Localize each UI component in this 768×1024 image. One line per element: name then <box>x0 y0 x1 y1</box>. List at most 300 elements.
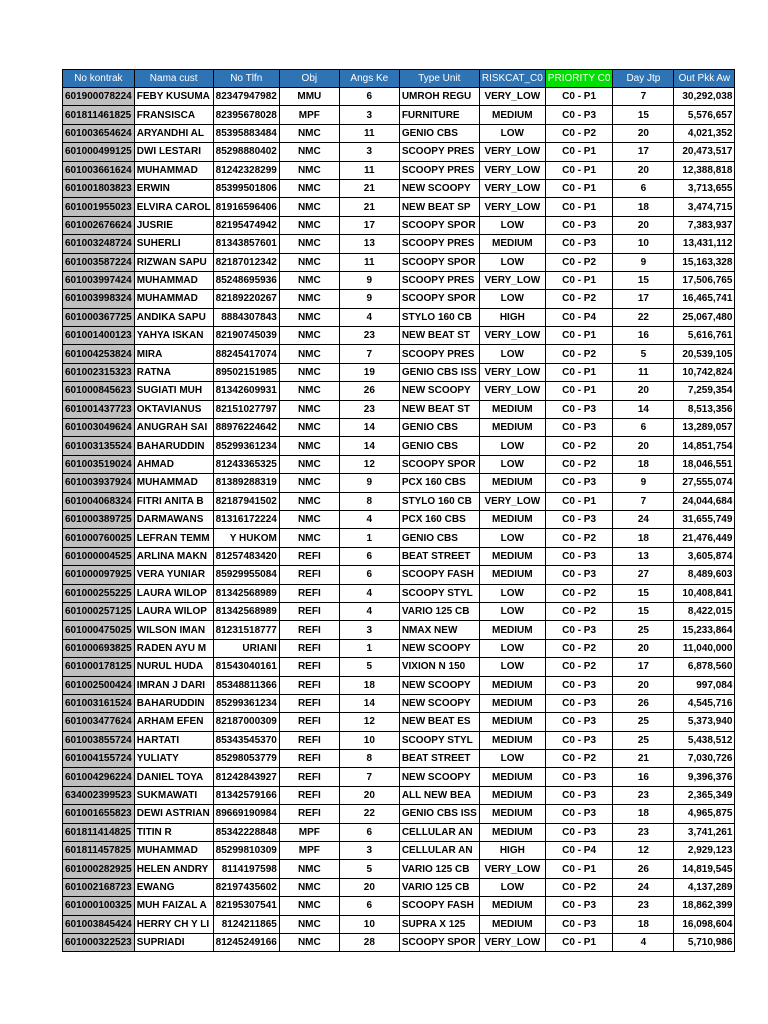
cell-out-pkk-aw[interactable]: 5,710,986 <box>674 933 735 951</box>
cell-obj[interactable]: NMC <box>279 474 339 492</box>
cell-nama-cust[interactable]: LAURA WILOP <box>134 602 213 620</box>
cell-type-unit[interactable]: SCOOPY PRES <box>399 143 479 161</box>
cell-angs-ke[interactable]: 3 <box>339 621 399 639</box>
cell-nama-cust[interactable]: TITIN R <box>134 823 213 841</box>
cell-day-jtp[interactable]: 20 <box>613 216 674 234</box>
cell-angs-ke[interactable]: 6 <box>339 88 399 106</box>
cell-no-kontrak[interactable]: 601002315323 <box>63 363 135 381</box>
cell-priority[interactable]: C0 - P1 <box>545 179 613 197</box>
cell-no-tlfn[interactable]: Y HUKOM <box>213 529 279 547</box>
cell-type-unit[interactable]: SUPRA X 125 <box>399 915 479 933</box>
cell-type-unit[interactable]: SCOOPY SPOR <box>399 455 479 473</box>
cell-no-kontrak[interactable]: 601000475025 <box>63 621 135 639</box>
cell-riskcat[interactable]: MEDIUM <box>479 106 545 124</box>
cell-obj[interactable]: NMC <box>279 382 339 400</box>
cell-no-kontrak[interactable]: 601003855724 <box>63 731 135 749</box>
cell-no-kontrak[interactable]: 601000097925 <box>63 566 135 584</box>
cell-no-kontrak[interactable]: 601003587224 <box>63 253 135 271</box>
cell-day-jtp[interactable]: 18 <box>613 198 674 216</box>
cell-priority[interactable]: C0 - P2 <box>545 253 613 271</box>
cell-angs-ke[interactable]: 9 <box>339 290 399 308</box>
cell-day-jtp[interactable]: 18 <box>613 915 674 933</box>
cell-angs-ke[interactable]: 4 <box>339 602 399 620</box>
cell-riskcat[interactable]: MEDIUM <box>479 419 545 437</box>
cell-riskcat[interactable]: MEDIUM <box>479 547 545 565</box>
cell-out-pkk-aw[interactable]: 5,616,761 <box>674 327 735 345</box>
cell-priority[interactable]: C0 - P2 <box>545 584 613 602</box>
cell-nama-cust[interactable]: MIRA <box>134 345 213 363</box>
cell-no-tlfn[interactable]: 85929955084 <box>213 566 279 584</box>
cell-day-jtp[interactable]: 20 <box>613 676 674 694</box>
cell-angs-ke[interactable]: 12 <box>339 455 399 473</box>
cell-riskcat[interactable]: LOW <box>479 345 545 363</box>
cell-obj[interactable]: REFI <box>279 786 339 804</box>
cell-out-pkk-aw[interactable]: 2,365,349 <box>674 786 735 804</box>
cell-out-pkk-aw[interactable]: 3,474,715 <box>674 198 735 216</box>
cell-riskcat[interactable]: MEDIUM <box>479 510 545 528</box>
cell-nama-cust[interactable]: DEWI ASTRIAN <box>134 805 213 823</box>
cell-angs-ke[interactable]: 23 <box>339 327 399 345</box>
cell-no-tlfn[interactable]: 85395883484 <box>213 124 279 142</box>
cell-day-jtp[interactable]: 6 <box>613 179 674 197</box>
cell-nama-cust[interactable]: MUHAMMAD <box>134 474 213 492</box>
cell-nama-cust[interactable]: DWI LESTARI <box>134 143 213 161</box>
cell-out-pkk-aw[interactable]: 9,396,376 <box>674 768 735 786</box>
cell-obj[interactable]: REFI <box>279 584 339 602</box>
cell-nama-cust[interactable]: AHMAD <box>134 455 213 473</box>
cell-out-pkk-aw[interactable]: 4,021,352 <box>674 124 735 142</box>
cell-out-pkk-aw[interactable]: 16,098,604 <box>674 915 735 933</box>
cell-type-unit[interactable]: SCOOPY SPOR <box>399 290 479 308</box>
cell-obj[interactable]: NMC <box>279 437 339 455</box>
cell-no-kontrak[interactable]: 601811461825 <box>63 106 135 124</box>
cell-day-jtp[interactable]: 7 <box>613 88 674 106</box>
cell-angs-ke[interactable]: 14 <box>339 437 399 455</box>
cell-nama-cust[interactable]: EWANG <box>134 878 213 896</box>
cell-riskcat[interactable]: VERY_LOW <box>479 492 545 510</box>
cell-out-pkk-aw[interactable]: 21,476,449 <box>674 529 735 547</box>
cell-no-tlfn[interactable]: 81342568989 <box>213 602 279 620</box>
cell-nama-cust[interactable]: ERWIN <box>134 179 213 197</box>
cell-out-pkk-aw[interactable]: 3,713,655 <box>674 179 735 197</box>
cell-type-unit[interactable]: NEW SCOOPY <box>399 382 479 400</box>
cell-day-jtp[interactable]: 17 <box>613 143 674 161</box>
cell-priority[interactable]: C0 - P2 <box>545 290 613 308</box>
cell-angs-ke[interactable]: 3 <box>339 842 399 860</box>
cell-day-jtp[interactable]: 25 <box>613 621 674 639</box>
cell-nama-cust[interactable]: MUHAMMAD <box>134 161 213 179</box>
cell-nama-cust[interactable]: BAHARUDDIN <box>134 437 213 455</box>
cell-no-tlfn[interactable]: 81245249166 <box>213 933 279 951</box>
cell-riskcat[interactable]: HIGH <box>479 842 545 860</box>
cell-riskcat[interactable]: VERY_LOW <box>479 860 545 878</box>
cell-day-jtp[interactable]: 13 <box>613 547 674 565</box>
cell-day-jtp[interactable]: 9 <box>613 253 674 271</box>
cell-riskcat[interactable]: LOW <box>479 750 545 768</box>
cell-angs-ke[interactable]: 6 <box>339 897 399 915</box>
cell-no-kontrak[interactable]: 601000257125 <box>63 602 135 620</box>
cell-obj[interactable]: MPF <box>279 106 339 124</box>
cell-no-kontrak[interactable]: 601002676624 <box>63 216 135 234</box>
cell-obj[interactable]: REFI <box>279 805 339 823</box>
cell-out-pkk-aw[interactable]: 8,489,603 <box>674 566 735 584</box>
cell-riskcat[interactable]: MEDIUM <box>479 694 545 712</box>
cell-out-pkk-aw[interactable]: 8,513,356 <box>674 400 735 418</box>
cell-no-tlfn[interactable]: 81342568989 <box>213 584 279 602</box>
cell-out-pkk-aw[interactable]: 14,851,754 <box>674 437 735 455</box>
cell-out-pkk-aw[interactable]: 7,259,354 <box>674 382 735 400</box>
cell-obj[interactable]: NMC <box>279 933 339 951</box>
cell-out-pkk-aw[interactable]: 10,408,841 <box>674 584 735 602</box>
cell-type-unit[interactable]: BEAT STREET <box>399 547 479 565</box>
cell-riskcat[interactable]: LOW <box>479 658 545 676</box>
cell-obj[interactable]: NMC <box>279 878 339 896</box>
cell-no-kontrak[interactable]: 601000100325 <box>63 897 135 915</box>
cell-out-pkk-aw[interactable]: 5,576,657 <box>674 106 735 124</box>
cell-obj[interactable]: NMC <box>279 363 339 381</box>
cell-priority[interactable]: C0 - P3 <box>545 694 613 712</box>
cell-riskcat[interactable]: MEDIUM <box>479 235 545 253</box>
cell-angs-ke[interactable]: 13 <box>339 235 399 253</box>
cell-out-pkk-aw[interactable]: 10,742,824 <box>674 363 735 381</box>
cell-obj[interactable]: NMC <box>279 253 339 271</box>
cell-no-kontrak[interactable]: 601003997424 <box>63 271 135 289</box>
cell-angs-ke[interactable]: 7 <box>339 768 399 786</box>
cell-no-kontrak[interactable]: 601001655823 <box>63 805 135 823</box>
cell-nama-cust[interactable]: WILSON IMAN <box>134 621 213 639</box>
cell-no-tlfn[interactable]: 8114197598 <box>213 860 279 878</box>
cell-out-pkk-aw[interactable]: 4,137,289 <box>674 878 735 896</box>
cell-nama-cust[interactable]: SUKMAWATI <box>134 786 213 804</box>
cell-no-tlfn[interactable]: 81242843927 <box>213 768 279 786</box>
cell-riskcat[interactable]: LOW <box>479 124 545 142</box>
cell-type-unit[interactable]: STYLO 160 CB <box>399 492 479 510</box>
cell-day-jtp[interactable]: 17 <box>613 290 674 308</box>
cell-day-jtp[interactable]: 14 <box>613 400 674 418</box>
header-no-kontrak[interactable]: No kontrak <box>63 70 135 88</box>
cell-day-jtp[interactable]: 17 <box>613 658 674 676</box>
cell-no-kontrak[interactable]: 601003135524 <box>63 437 135 455</box>
cell-riskcat[interactable]: MEDIUM <box>479 474 545 492</box>
cell-no-tlfn[interactable]: 88976224642 <box>213 419 279 437</box>
cell-angs-ke[interactable]: 12 <box>339 713 399 731</box>
cell-no-tlfn[interactable]: 81342609931 <box>213 382 279 400</box>
cell-riskcat[interactable]: VERY_LOW <box>479 179 545 197</box>
cell-no-kontrak[interactable]: 601000845623 <box>63 382 135 400</box>
cell-angs-ke[interactable]: 10 <box>339 731 399 749</box>
cell-angs-ke[interactable]: 4 <box>339 510 399 528</box>
cell-riskcat[interactable]: VERY_LOW <box>479 88 545 106</box>
cell-riskcat[interactable]: MEDIUM <box>479 713 545 731</box>
cell-no-tlfn[interactable]: 81343857601 <box>213 235 279 253</box>
cell-type-unit[interactable]: GENIO CBS <box>399 419 479 437</box>
cell-angs-ke[interactable]: 28 <box>339 933 399 951</box>
cell-no-kontrak[interactable]: 601000322523 <box>63 933 135 951</box>
cell-riskcat[interactable]: MEDIUM <box>479 731 545 749</box>
cell-riskcat[interactable]: VERY_LOW <box>479 198 545 216</box>
cell-out-pkk-aw[interactable]: 14,819,545 <box>674 860 735 878</box>
cell-no-tlfn[interactable]: 82395678028 <box>213 106 279 124</box>
cell-obj[interactable]: NMC <box>279 216 339 234</box>
cell-obj[interactable]: REFI <box>279 731 339 749</box>
cell-type-unit[interactable]: NEW SCOOPY <box>399 676 479 694</box>
cell-nama-cust[interactable]: HARTATI <box>134 731 213 749</box>
cell-obj[interactable]: REFI <box>279 750 339 768</box>
cell-day-jtp[interactable]: 4 <box>613 933 674 951</box>
cell-priority[interactable]: C0 - P3 <box>545 768 613 786</box>
header-riskcat[interactable]: RISKCAT_C0 <box>479 70 545 88</box>
cell-no-kontrak[interactable]: 601003937924 <box>63 474 135 492</box>
cell-riskcat[interactable]: LOW <box>479 216 545 234</box>
cell-nama-cust[interactable]: ANDIKA SAPU <box>134 308 213 326</box>
header-priority[interactable]: PRIORITY C0 <box>545 70 613 88</box>
cell-riskcat[interactable]: LOW <box>479 253 545 271</box>
cell-riskcat[interactable]: MEDIUM <box>479 915 545 933</box>
cell-riskcat[interactable]: LOW <box>479 878 545 896</box>
cell-out-pkk-aw[interactable]: 27,555,074 <box>674 474 735 492</box>
cell-type-unit[interactable]: NEW SCOOPY <box>399 694 479 712</box>
cell-nama-cust[interactable]: SUGIATI MUH <box>134 382 213 400</box>
cell-day-jtp[interactable]: 20 <box>613 124 674 142</box>
cell-out-pkk-aw[interactable]: 24,044,684 <box>674 492 735 510</box>
cell-angs-ke[interactable]: 8 <box>339 492 399 510</box>
cell-day-jtp[interactable]: 23 <box>613 823 674 841</box>
cell-nama-cust[interactable]: MUH FAIZAL A <box>134 897 213 915</box>
cell-obj[interactable]: NMC <box>279 510 339 528</box>
cell-priority[interactable]: C0 - P2 <box>545 878 613 896</box>
cell-no-kontrak[interactable]: 601000499125 <box>63 143 135 161</box>
cell-angs-ke[interactable]: 4 <box>339 308 399 326</box>
cell-day-jtp[interactable]: 15 <box>613 106 674 124</box>
cell-nama-cust[interactable]: ARLINA MAKN <box>134 547 213 565</box>
cell-angs-ke[interactable]: 6 <box>339 547 399 565</box>
cell-out-pkk-aw[interactable]: 997,084 <box>674 676 735 694</box>
cell-type-unit[interactable]: GENIO CBS ISS <box>399 363 479 381</box>
cell-no-kontrak[interactable]: 601001437723 <box>63 400 135 418</box>
cell-nama-cust[interactable]: MUHAMMAD <box>134 271 213 289</box>
cell-no-tlfn[interactable]: 82187000309 <box>213 713 279 731</box>
cell-no-tlfn[interactable]: 85399501806 <box>213 179 279 197</box>
cell-out-pkk-aw[interactable]: 5,373,940 <box>674 713 735 731</box>
cell-riskcat[interactable]: VERY_LOW <box>479 161 545 179</box>
cell-angs-ke[interactable]: 11 <box>339 253 399 271</box>
cell-riskcat[interactable]: LOW <box>479 584 545 602</box>
cell-day-jtp[interactable]: 26 <box>613 694 674 712</box>
cell-riskcat[interactable]: VERY_LOW <box>479 382 545 400</box>
cell-obj[interactable]: REFI <box>279 658 339 676</box>
cell-angs-ke[interactable]: 5 <box>339 658 399 676</box>
cell-nama-cust[interactable]: VERA YUNIAR <box>134 566 213 584</box>
cell-obj[interactable]: NMC <box>279 308 339 326</box>
cell-priority[interactable]: C0 - P3 <box>545 786 613 804</box>
cell-out-pkk-aw[interactable]: 11,040,000 <box>674 639 735 657</box>
cell-type-unit[interactable]: NEW BEAT SP <box>399 198 479 216</box>
cell-out-pkk-aw[interactable]: 20,539,105 <box>674 345 735 363</box>
cell-priority[interactable]: C0 - P3 <box>545 915 613 933</box>
cell-no-tlfn[interactable]: 82195474942 <box>213 216 279 234</box>
cell-angs-ke[interactable]: 23 <box>339 400 399 418</box>
cell-no-kontrak[interactable]: 601000367725 <box>63 308 135 326</box>
cell-obj[interactable]: NMC <box>279 860 339 878</box>
header-no-tlfn[interactable]: No Tlfn <box>213 70 279 88</box>
cell-riskcat[interactable]: HIGH <box>479 308 545 326</box>
cell-type-unit[interactable]: CELLULAR AN <box>399 842 479 860</box>
cell-no-kontrak[interactable]: 601900078224 <box>63 88 135 106</box>
cell-out-pkk-aw[interactable]: 30,292,038 <box>674 88 735 106</box>
cell-day-jtp[interactable]: 23 <box>613 897 674 915</box>
cell-priority[interactable]: C0 - P2 <box>545 455 613 473</box>
cell-riskcat[interactable]: VERY_LOW <box>479 933 545 951</box>
cell-no-tlfn[interactable]: 85348811366 <box>213 676 279 694</box>
cell-nama-cust[interactable]: OKTAVIANUS <box>134 400 213 418</box>
cell-no-kontrak[interactable]: 601000282925 <box>63 860 135 878</box>
cell-obj[interactable]: NMC <box>279 271 339 289</box>
cell-no-kontrak[interactable]: 601003519024 <box>63 455 135 473</box>
cell-priority[interactable]: C0 - P2 <box>545 639 613 657</box>
cell-type-unit[interactable]: SCOOPY PRES <box>399 345 479 363</box>
cell-day-jtp[interactable]: 18 <box>613 805 674 823</box>
cell-day-jtp[interactable]: 27 <box>613 566 674 584</box>
cell-out-pkk-aw[interactable]: 20,473,517 <box>674 143 735 161</box>
cell-day-jtp[interactable]: 26 <box>613 860 674 878</box>
cell-priority[interactable]: C0 - P1 <box>545 271 613 289</box>
cell-no-tlfn[interactable]: 81257483420 <box>213 547 279 565</box>
cell-riskcat[interactable]: VERY_LOW <box>479 363 545 381</box>
cell-obj[interactable]: NMC <box>279 143 339 161</box>
cell-type-unit[interactable]: PCX 160 CBS <box>399 474 479 492</box>
cell-day-jtp[interactable]: 16 <box>613 327 674 345</box>
cell-out-pkk-aw[interactable]: 12,388,818 <box>674 161 735 179</box>
cell-nama-cust[interactable]: ARHAM EFEN <box>134 713 213 731</box>
cell-out-pkk-aw[interactable]: 25,067,480 <box>674 308 735 326</box>
cell-nama-cust[interactable]: BAHARUDDIN <box>134 694 213 712</box>
cell-priority[interactable]: C0 - P1 <box>545 933 613 951</box>
cell-day-jtp[interactable]: 15 <box>613 602 674 620</box>
cell-angs-ke[interactable]: 20 <box>339 786 399 804</box>
cell-angs-ke[interactable]: 18 <box>339 676 399 694</box>
cell-out-pkk-aw[interactable]: 8,422,015 <box>674 602 735 620</box>
cell-riskcat[interactable]: LOW <box>479 529 545 547</box>
cell-out-pkk-aw[interactable]: 2,929,123 <box>674 842 735 860</box>
cell-priority[interactable]: C0 - P3 <box>545 106 613 124</box>
cell-no-kontrak[interactable]: 601001955023 <box>63 198 135 216</box>
cell-riskcat[interactable]: MEDIUM <box>479 823 545 841</box>
cell-no-tlfn[interactable]: 85299361234 <box>213 437 279 455</box>
cell-priority[interactable]: C0 - P3 <box>545 419 613 437</box>
cell-type-unit[interactable]: SCOOPY PRES <box>399 235 479 253</box>
cell-nama-cust[interactable]: LAURA WILOP <box>134 584 213 602</box>
cell-no-tlfn[interactable]: 81316172224 <box>213 510 279 528</box>
cell-riskcat[interactable]: MEDIUM <box>479 676 545 694</box>
cell-obj[interactable]: REFI <box>279 547 339 565</box>
cell-riskcat[interactable]: MEDIUM <box>479 805 545 823</box>
cell-day-jtp[interactable]: 11 <box>613 363 674 381</box>
cell-priority[interactable]: C0 - P2 <box>545 529 613 547</box>
cell-nama-cust[interactable]: YULIATY <box>134 750 213 768</box>
cell-angs-ke[interactable]: 3 <box>339 143 399 161</box>
cell-no-tlfn[interactable]: 81389288319 <box>213 474 279 492</box>
cell-out-pkk-aw[interactable]: 3,605,874 <box>674 547 735 565</box>
cell-type-unit[interactable]: GENIO CBS <box>399 124 479 142</box>
cell-no-kontrak[interactable]: 601000178125 <box>63 658 135 676</box>
cell-obj[interactable]: REFI <box>279 621 339 639</box>
cell-day-jtp[interactable]: 25 <box>613 713 674 731</box>
cell-obj[interactable]: REFI <box>279 639 339 657</box>
cell-no-tlfn[interactable]: 88245417074 <box>213 345 279 363</box>
cell-obj[interactable]: REFI <box>279 694 339 712</box>
cell-type-unit[interactable]: NEW BEAT ST <box>399 327 479 345</box>
cell-priority[interactable]: C0 - P3 <box>545 621 613 639</box>
cell-obj[interactable]: REFI <box>279 713 339 731</box>
cell-day-jtp[interactable]: 20 <box>613 161 674 179</box>
cell-day-jtp[interactable]: 16 <box>613 768 674 786</box>
cell-priority[interactable]: C0 - P1 <box>545 860 613 878</box>
cell-nama-cust[interactable]: FRANSISCA <box>134 106 213 124</box>
cell-no-tlfn[interactable]: 81916596406 <box>213 198 279 216</box>
cell-angs-ke[interactable]: 14 <box>339 419 399 437</box>
cell-priority[interactable]: C0 - P2 <box>545 658 613 676</box>
cell-no-tlfn[interactable]: 82187941502 <box>213 492 279 510</box>
cell-out-pkk-aw[interactable]: 13,431,112 <box>674 235 735 253</box>
cell-priority[interactable]: C0 - P2 <box>545 750 613 768</box>
cell-no-kontrak[interactable]: 601001400123 <box>63 327 135 345</box>
cell-angs-ke[interactable]: 9 <box>339 271 399 289</box>
cell-priority[interactable]: C0 - P2 <box>545 345 613 363</box>
cell-obj[interactable]: NMC <box>279 400 339 418</box>
cell-no-tlfn[interactable]: 85298053779 <box>213 750 279 768</box>
cell-priority[interactable]: C0 - P1 <box>545 492 613 510</box>
cell-out-pkk-aw[interactable]: 16,465,741 <box>674 290 735 308</box>
cell-priority[interactable]: C0 - P1 <box>545 143 613 161</box>
cell-out-pkk-aw[interactable]: 4,545,716 <box>674 694 735 712</box>
cell-type-unit[interactable]: SCOOPY SPOR <box>399 216 479 234</box>
cell-priority[interactable]: C0 - P3 <box>545 510 613 528</box>
cell-nama-cust[interactable]: FITRI ANITA B <box>134 492 213 510</box>
cell-priority[interactable]: C0 - P1 <box>545 363 613 381</box>
cell-angs-ke[interactable]: 21 <box>339 198 399 216</box>
cell-nama-cust[interactable]: ARYANDHI AL <box>134 124 213 142</box>
cell-no-tlfn[interactable]: 81242328299 <box>213 161 279 179</box>
cell-no-kontrak[interactable]: 634002399523 <box>63 786 135 804</box>
cell-riskcat[interactable]: MEDIUM <box>479 621 545 639</box>
cell-no-tlfn[interactable]: 89669190984 <box>213 805 279 823</box>
cell-nama-cust[interactable]: NURUL HUDA <box>134 658 213 676</box>
cell-angs-ke[interactable]: 26 <box>339 382 399 400</box>
cell-nama-cust[interactable]: FEBY KUSUMA <box>134 88 213 106</box>
cell-no-kontrak[interactable]: 601811457825 <box>63 842 135 860</box>
cell-priority[interactable]: C0 - P3 <box>545 547 613 565</box>
cell-no-tlfn[interactable]: 82190745039 <box>213 327 279 345</box>
cell-riskcat[interactable]: MEDIUM <box>479 566 545 584</box>
cell-obj[interactable]: NMC <box>279 455 339 473</box>
cell-nama-cust[interactable]: SUPRIADI <box>134 933 213 951</box>
cell-angs-ke[interactable]: 7 <box>339 345 399 363</box>
cell-type-unit[interactable]: STYLO 160 CB <box>399 308 479 326</box>
cell-type-unit[interactable]: VARIO 125 CB <box>399 878 479 896</box>
cell-type-unit[interactable]: VARIO 125 CB <box>399 602 479 620</box>
cell-out-pkk-aw[interactable]: 31,655,749 <box>674 510 735 528</box>
cell-no-kontrak[interactable]: 601004253824 <box>63 345 135 363</box>
cell-nama-cust[interactable]: RIZWAN SAPU <box>134 253 213 271</box>
cell-priority[interactable]: C0 - P3 <box>545 474 613 492</box>
header-obj[interactable]: Obj <box>279 70 339 88</box>
cell-obj[interactable]: REFI <box>279 602 339 620</box>
cell-type-unit[interactable]: PCX 160 CBS <box>399 510 479 528</box>
cell-day-jtp[interactable]: 15 <box>613 584 674 602</box>
cell-no-tlfn[interactable]: 85299361234 <box>213 694 279 712</box>
cell-obj[interactable]: REFI <box>279 676 339 694</box>
cell-angs-ke[interactable]: 17 <box>339 216 399 234</box>
